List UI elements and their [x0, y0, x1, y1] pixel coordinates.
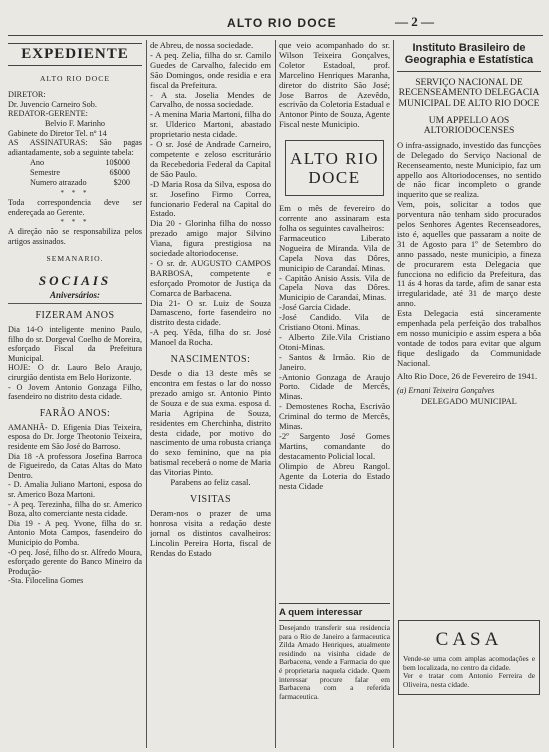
ad-a-quem-interessar: [279, 600, 390, 701]
price-row: Ano 10$000: [30, 158, 130, 168]
ibge-heading: Instituto Brasileiro de Geographia e Estatística: [404, 42, 534, 67]
appeal-heading: UM APPELLO AOS ALTORIODOCENSES: [423, 114, 515, 137]
price-row: Semestre 6$000: [30, 167, 130, 177]
subscribers-box-title: ALTO RIO DOCE: [285, 140, 384, 196]
subscriber-item: -Antonio Gonzaga de Araujo Porto. Cidade de Mercês, Minas.: [279, 371, 390, 402]
column-1: [8, 41, 142, 749]
responsibility-note: A direção não se responsabiliza pelos artigos assinados.: [8, 227, 142, 246]
birthday-item: Dia 18 -A professora Josefina Barroca de Figueiredo, da Catas Altas do Mato Dentro.: [8, 451, 142, 480]
separator-stars: * * *: [60, 218, 90, 227]
subscribers-intro: Em o mês de fevereiro do corrente ano assinaram esta folha os seguintes cavalheiros:: [279, 203, 390, 233]
visits-continued: que veio acompanhado do sr. Wilson Teixeira Gonçalves, Coletor Estadoal, prof. Marcelino Henriques Maranha, diretor do distrito São José; Jose Barros de Azevêdo, escrivão da Coletoria Estadual e Antonor Pinto de Souza, Agente Fiscal neste Municipio.: [279, 41, 390, 130]
subscriber-item: Olimpio de Abreu Rangol. Agente da Loteria do Estado nesta Cidade: [279, 460, 390, 491]
column-divider: [146, 40, 147, 748]
congrats-text: Parabens ao feliz casal.: [170, 477, 251, 488]
page-number: — 2 —: [395, 14, 434, 29]
column-2: [150, 41, 271, 749]
visits-text: Deram-nos o prazer de uma honrosa visita a redação deste jornal os distintos cavalheiros: Lincolin Pereira Horta, fiscal de Rendas do Estado: [150, 507, 271, 558]
visits-heading: VISITAS: [189, 493, 232, 505]
staff-line: Gabinete do Diretor Tel. nº 14: [8, 128, 107, 138]
separator-stars: * * *: [60, 189, 90, 198]
birthday-item: -O peq. José, filho do sr. Alfredo Moura, esforçado gerente do Banco Mineiro da Produção-: [8, 547, 142, 576]
birthday-item: - D. Amalia Juliano Martoni, esposa do sr. Americo Boza Martoni.: [8, 480, 142, 499]
social-item: Dia 20 - Glorinha filha do nosso prezado amigo major Silvino Viana, figura prestigiosa na sociedade altoriodocense.: [150, 218, 271, 259]
staff-line: AS ASSINATURAS: São pagas adiantadamente, sob a seguinte tabela:: [8, 138, 142, 157]
correspondence-note: Toda correspondencia deve ser endereçada ao Gerente.: [8, 198, 142, 217]
subscriber-item: -José Candido. Vila de Cristiano Otoni. Minas.: [279, 312, 390, 333]
column-divider: [275, 40, 276, 748]
ad-heading: A quem interessar: [279, 607, 390, 621]
casa-heading: CASA: [435, 629, 503, 650]
ad-text: Desejando transferir sua residencia para o Rio de Janeiro a farmaceutica Zilda Amado Henriques, atualmente residindo na visinha cidade de Barbacena, vende a Farmacia do que é proprietaria naquela cidade. Quem interessar procure falar em Barbacena com a referida farmaceutica.: [279, 623, 390, 701]
price-table: [30, 158, 130, 187]
appeal-paragraph: O infra-assignado, investido das funcções de Delegado do Serviço Nacional de Recenseamento, neste Municipio, faz um appello aos Altoriodocenses, no sentido de não ficar incompleto o grande inquerito que se realiza.: [397, 139, 541, 200]
ad-casa: [398, 620, 540, 695]
price-row: Numero atrazado $200: [30, 177, 130, 187]
staff-line: Belvio F. Marinho: [44, 118, 106, 128]
subscriber-item: -José Garcia Cidade.: [279, 302, 351, 313]
subscriber-item: Farmaceutico Liberato Nogueira de Miranda. Vila de Capela Nova das Dôres, municipio de Carandaí. Minas.: [279, 232, 390, 273]
subscriber-item: - Santos & Irmão. Rio de Janeiro.: [279, 351, 390, 372]
birthday-item: HOJE: O dr. Lauro Belo Araujo, cirurgião dentista em Belo Horizonte.: [8, 363, 142, 383]
social-item: Dia 21- O sr. Luiz de Souza Damasceno, forte fasendeiro no distrito desta cidade.: [150, 297, 271, 328]
subscriber-item: - Alberto Zile.Vila Cristiano Otoni-Minas.: [279, 331, 390, 352]
social-item: -A peq. Yêda, filha do sr. José Manoel da Rocha.: [150, 327, 271, 348]
births-text: Desde o dia 13 deste mês se encontra em festas o lar do nosso prezado amigo sr. Antonio Pinto de Souza e de sua exma. esposa d. Maria Agripina de Souza, residentes em Cherchinha, distrito desta cidade, por motivo do nascimento de uma robusta criança do sexo feminino, que na pia batismal receberá o nome de Maria das Vitorias Pinto.: [150, 368, 271, 478]
service-heading: SERVIÇO NACIONAL DE RECENSEAMENTO DELEGACIA MUNICIPAL DE ALTO RIO DOCE: [398, 76, 540, 109]
sociais-heading: SOCIAIS: [38, 273, 112, 289]
anniversaries-heading: Aniversários:: [8, 290, 142, 304]
farao-anos-heading: FARÃO ANOS:: [39, 407, 111, 419]
subscriber-item: - Capitão Anisio Assis. Vila de Capela Nova das Dôres. Municipio de Carandaí, Minas.: [279, 272, 390, 303]
births-heading: NASCIMENTOS:: [170, 354, 251, 366]
social-item: de Abreu, de nossa sociedade.: [150, 41, 254, 50]
section-rule: [397, 71, 541, 72]
ad-rule: [279, 603, 390, 604]
header-rule: [8, 35, 543, 36]
weekly-label: SEMANARIO.: [46, 254, 104, 264]
staff-list: [8, 90, 142, 157]
birthday-item: - O Jovem Antonio Gonzaga Filho, fasendeiro no distrito desta cidade.: [8, 382, 142, 402]
birthday-item: Dia 14-O inteligente menino Paulo, filho do sr. Dorgeval Coelho de Moreira, esforçado Fiscal da Prefeitura Municipal.: [8, 325, 142, 363]
social-item: - A peq. Zelia, filha do sr. Camilo Guedes de Carvalho, falecido em São Domingos, onde residia e era fiscal da Prefeitura.: [150, 49, 271, 90]
casa-contact: Ver e tratar com Antonio Ferreira de Oliveira, nesta cidade.: [403, 671, 535, 689]
staff-line: REDATOR-GERENTE:: [8, 109, 88, 119]
signature: (a) Ernani Teixeira Gonçalves: [397, 385, 495, 395]
page-header: [0, 0, 549, 34]
casa-box: [398, 620, 540, 695]
social-item: - A menina Maria Martoni, filha do sr. Ulderico Martoni, abastado proprietario nesta cidade.: [150, 109, 271, 140]
social-item: -D Maria Rosa da Silva, esposa do sr. Josefino Firmo Correa, funcionario Federal na Capital do Estado.: [150, 178, 271, 219]
casa-text: Vende-se uma com amplas acomodações e bem localizada, no centro da cidade.: [403, 654, 535, 672]
social-item: - O sr. José de Andrade Carneiro, competente e zeloso escriturário da Recebedoria Federal da Capital de São Paulo.: [150, 139, 271, 179]
staff-line: DIRETOR:: [8, 90, 46, 100]
birthday-item: - A peq. Terezinha, filha do sr. Americo Boza, alto comerciante nesta cidade.: [8, 499, 142, 519]
signature-role: DELEGADO MUNICIPAL: [421, 395, 517, 406]
newspaper-title: ALTO RIO DOCE: [227, 16, 337, 30]
subscriber-item: - Demostenes Rocha, Escrivão Criminal do termo de Mercês, Minas.: [279, 401, 390, 432]
appeal-paragraph: Esta Delegacia está sinceramente empenhada pela perfeição dos trabalhos em nosso municipio e assim espera a bôa vontade de todos para evitar que algum fique desligado da Communidade Nacional.: [397, 308, 541, 368]
appeal-date: Alto Rio Doce, 26 de Fevereiro de 1941.: [397, 370, 538, 381]
appeal-paragraph: Vem, pois, solicitar a todos que porventura não tenham sido procurados pelos Senhores Agentes Recenseadores, isto é, aquelles que passaram a noite de 31 de Agosto para 1º de Setembro do anno passado, neste municipio, a fineza de procurarem esta Delegacia que funcciona no edificio da Prefeitura, das 11 ás 4 horas da tarde, afim de sanar esta irregularidade, até 31 de março deste anno.: [397, 199, 541, 309]
subscriber-item: -2º Sargento José Gomes Martins, comandante do destacamento Policial local.: [279, 431, 390, 461]
paper-name: ALTO RIO DOCE: [40, 73, 110, 83]
column-divider: [393, 40, 394, 748]
staff-line: Dr. Juvencio Carneiro Sob.: [8, 99, 97, 109]
birthday-item: -Sta. Filocelina Gomes: [8, 576, 84, 586]
social-item: - A sta. Joselia Mendes de Carvalho, de nossa sociedade.: [150, 89, 271, 110]
fizeram-anos-heading: FIZERAM ANOS: [35, 310, 115, 322]
social-item: - O sr. dr. AUGUSTO CAMPOS BARBOSA, competente e esforçado Promotor de Justiça da Comarca de Barbacena.: [150, 257, 271, 298]
expediente-heading: EXPEDIENTE: [8, 43, 142, 66]
birthday-item: AMANHÃ- D. Efigenia Dias Teixeira, esposa do Dr. Jorge Theotonio Teixeira, residente em São José do Barroso.: [8, 422, 142, 452]
birthday-item: Dia 19 - A peq. Yvone, filha do sr. Antonio Mota Campos, fasendeiro do Municipio do Pomba.: [8, 518, 142, 547]
